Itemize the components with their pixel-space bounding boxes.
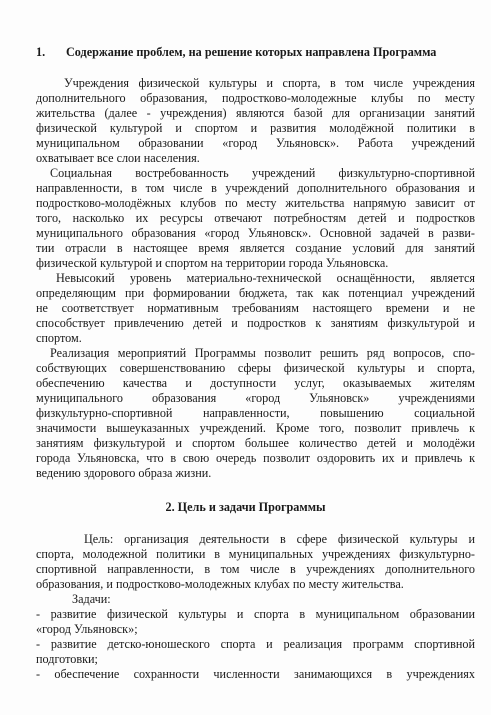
paragraph-line: физической культурой и спортом и развития молодёжной политики в [36,121,475,135]
paragraph-line: охватывает все слои населения. [36,151,200,165]
paragraph-line: города Ульяновска, что в свою очередь позволит оздоровить их и привлечь к [36,451,475,465]
paragraph-line: спортивной направленности, в том числе в учреждениях дополнительного [36,562,475,576]
paragraph-line: спортом. [36,331,82,345]
paragraph-line: муниципальном образовании «город Ульяновск». Работа учреждений [36,136,475,150]
section-2-heading: 2. Цель и задачи Программы [165,500,326,514]
paragraph-line: Задачи: [72,592,111,606]
paragraph-line: обеспечению качества и доступности услуг, оказываемых жителям [36,376,475,390]
section-1-heading [36,45,436,60]
paragraph-line: Социальная востребованность учреждений физкультурно-спортивной [50,166,475,180]
list-item: «город Ульяновск»; [36,622,138,636]
paragraph-line: тии отрасли в настоящее время является создание условий для занятий [36,241,475,255]
paragraph-line: спорта, молодежной политики в муниципальных учреждениях физкультурно- [36,547,475,561]
paragraph-line: жительства (далее - учреждения) являются базой для организации занятий [36,106,475,120]
paragraph-line: Невысокий уровень материально-технической оснащённости, является [56,271,475,285]
paragraph-line: определяющим при формировании бюджета, так как потенциал учреждений [36,286,475,300]
paragraph-line: не соответствует нормативным требованиям настоящего времени и не [36,301,475,315]
paragraph-line: физкультурно-спортивной направленности, повышению социальной [36,406,475,420]
paragraph-line: значимости вышеуказанных учреждений. Кроме того, позволит привлечь к [36,421,475,435]
paragraph-line: способствует привлечению детей и подростков к занятиям физкультурой и [36,316,475,330]
paragraph-line: направленности, в том числе в учреждений дополнительного образования и [36,181,475,195]
paragraph-line: подростково-молодёжных клубов по месту жительства напрямую зависит от [36,196,475,210]
paragraph-line: муниципального образования «город Ульяновск». Основной задачей в разви- [36,226,475,240]
paragraph-line: занятиям физкультурой и спортом большее количество детей и молодёжи [36,436,475,450]
paragraph-line: того, насколько их ресурсы отвечают потребностям детей и подростков [36,211,475,225]
paragraph-line: собствующих совершенствованию сферы физической культуры и спорта, [36,361,475,375]
paragraph-line: муниципального образования «город Ульяновск» учреждениями [36,391,475,405]
paragraph-line: ведению здорового образа жизни. [36,466,212,480]
paragraph-line: Учреждения физической культуры и спорта, в том числе учреждения [64,76,475,90]
list-item: подготовки; [36,652,98,666]
list-item: - развитие физической культуры и спорта в муниципальном образовании [36,607,475,621]
paragraph-line: Реализация мероприятий Программы позволит решить ряд вопросов, спо- [50,346,475,360]
list-item: - обеспечение сохранности численности занимающихся в учреждениях [36,667,475,681]
section-1-number: 1. [36,45,46,59]
list-item: - развитие детско-юношеского спорта и реализация программ спортивной [36,637,475,651]
paragraph-line: физической культурой и спортом на территории города Ульяновска. [36,256,389,270]
paragraph-line: образования, и подростково-молодежных клубах по месту жительства. [36,577,404,591]
section-1-title: Содержание проблем, на решение которых направлена Программа [66,45,437,59]
paragraph-line: дополнительного образования, подростково-молодежные клубы по месту [36,91,475,105]
paragraph-line: Цель: организация деятельности в сфере физической культуры и [84,532,475,546]
